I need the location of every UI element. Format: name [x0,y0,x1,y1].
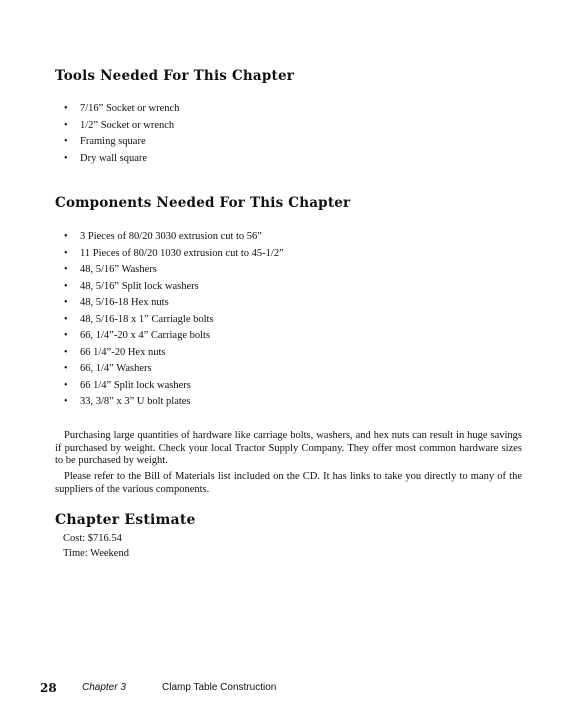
bullet-icon: • [64,264,68,275]
bullet-icon: • [64,346,68,358]
bullet-icon: • [64,313,68,325]
hardware-paragraph: Purchasing large quantities of hardware like carriage bolts, washers, and hex nuts can result in huge savings if purchased by weight. Check your local Tractor Supply Company. They offer most common hardware sizes to be purchased by weight. [55,430,522,466]
bullet-icon: • [64,103,68,114]
tools-item-text: Framing square [80,136,146,147]
components-item-text: 66 1/4” Split lock washers [80,379,191,391]
components-list-item [62,328,284,345]
tools-list-item [62,134,179,151]
components-list-item [62,262,284,279]
bullet-icon: • [64,363,68,374]
components-list-item [62,345,284,362]
components-item-text: 66, 1/4” Washers [80,363,152,374]
bullet-icon: • [64,396,68,407]
tools-list-item [62,101,179,118]
components-list-item [62,229,284,246]
components-item-text: 48, 5/16-18 Hex nuts [80,297,169,308]
components-item-text: 33, 3/8” x 3” U bolt plates [80,396,191,407]
estimate-heading: Chapter Estimate [55,512,196,528]
bullet-icon: • [64,330,68,341]
components-list-item [62,312,284,329]
components-item-text: 66, 1/4”-20 x 4” Carriage bolts [80,330,211,341]
bullet-icon: • [64,280,68,292]
tools-item-text: 7/16” Socket or wrench [80,103,180,114]
bullet-icon: • [64,379,68,391]
components-heading: Components Needed For This Chapter [55,195,351,211]
bullet-icon: • [64,119,68,131]
components-list-item [62,361,284,378]
tools-item-text: 1/2” Socket or wrench [80,119,175,131]
bullet-icon: • [64,136,68,147]
components-list [62,229,284,411]
footer-title: Clamp Table Construction [162,682,277,693]
tools-list-item [62,118,179,135]
components-list-item [62,246,284,263]
components-list-item [62,394,284,411]
bullet-icon: • [64,247,68,259]
components-item-text: 48, 5/16” Washers [80,264,157,275]
bullet-icon: • [64,297,68,308]
page-number: 28 [40,681,57,695]
components-list-item [62,279,284,296]
estimate-cost: Cost: $716.54 [63,533,122,544]
tools-item-text: Dry wall square [80,152,148,164]
components-item-text: 3 Pieces of 80/20 3030 extrusion cut to 56” [80,231,262,242]
components-item-text: 48, 5/16” Split lock washers [80,280,199,292]
components-item-text: 11 Pieces of 80/20 1030 extrusion cut to 45-1/2” [80,247,284,259]
components-list-item [62,295,284,312]
tools-list-item [62,151,179,168]
components-list-item [62,378,284,395]
components-item-text: 66 1/4”-20 Hex nuts [80,346,166,358]
components-item-text: 48, 5/16-18 x 1” Carriagle bolts [80,313,214,325]
tools-list [62,101,179,167]
bullet-icon: • [64,231,68,242]
tools-heading: Tools Needed For This Chapter [55,68,295,84]
bill-of-materials-paragraph: Please refer to the Bill of Materials list included on the CD. It has links to take you directly to many of the suppliers of the various components. [55,471,522,495]
estimate-time: Time: Weekend [63,548,129,559]
footer-chapter: Chapter 3 [82,682,126,693]
bullet-icon: • [64,152,68,164]
